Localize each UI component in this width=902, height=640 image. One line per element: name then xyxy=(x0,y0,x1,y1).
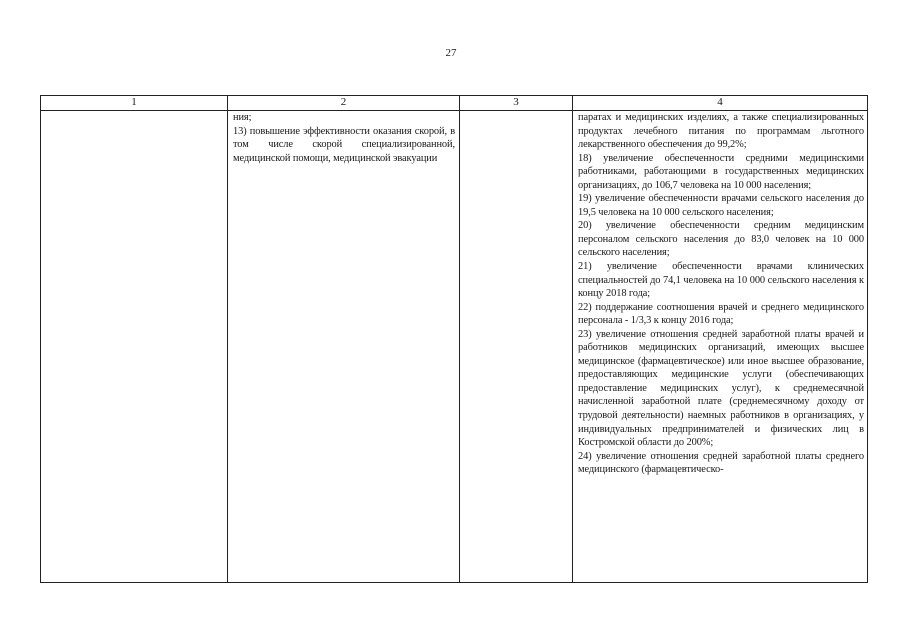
list-item: 18) увеличение обеспеченности средними медицинскими работниками, работающими в государственных медицинских организациях, до 106,7 человека на 10 000 населения; xyxy=(578,152,864,191)
list-item: 22) поддержание соотношения врачей и среднего медицинского персонала - 1/3,3 к концу 2016 года; xyxy=(578,301,864,327)
list-item: 23) увеличение отношения средней заработной платы врачей и работников медицинских организаций, имеющих высшее медицинское (фармацевтическое) или иное высшее образование, предоставляющих медицинские услуги (обеспечивающих предоставление медицинских услуг), к среднемесячной начисленной заработной плате (среднемесячному доходу от трудовой деятельности) наемных работников в организациях, у индивидуальных предпринимателей и физических лиц в Костромской области до 200%; xyxy=(578,328,864,449)
list-item: 13) повышение эффективности оказания скорой, в том числе скорой специализированной, медицинской помощи, медицинской эвакуации xyxy=(233,125,455,164)
column-3-cell xyxy=(460,111,573,583)
column-4-text xyxy=(573,111,867,477)
list-item: паратах и медицинских изделиях, а также специализированных продуктах лечебного питания по программам льготного лекарственного обеспечения до 99,2%; xyxy=(578,112,864,151)
list-item: 21) увеличение обеспеченности врачами клинических специальностей до 74,1 человека на 10 000 сельского населения к концу 2018 года; xyxy=(578,261,864,300)
column-4-cell xyxy=(573,111,868,583)
column-2-text xyxy=(228,111,459,165)
document-table xyxy=(40,95,868,583)
list-item: 19) увеличение обеспеченности врачами сельского населения до 19,5 человека на 10 000 сельского населения; xyxy=(578,193,864,218)
column-1-cell xyxy=(41,111,228,583)
column-2-cell xyxy=(228,111,460,583)
page-number: 27 xyxy=(445,47,457,59)
list-item: 24) увеличение отношения средней заработной платы среднего медицинского (фармацевтическо- xyxy=(578,450,864,476)
column-header-4: 4 xyxy=(573,96,868,111)
list-item: 20) увеличение обеспеченности средним медицинским персоналом сельского населения до 83,0 человек на 10 000 сельского населения; xyxy=(578,220,864,259)
column-header-1: 1 xyxy=(41,96,228,111)
column-header-3: 3 xyxy=(460,96,573,111)
table-body-row xyxy=(41,111,868,583)
column-header-2: 2 xyxy=(228,96,460,111)
table-header-row xyxy=(41,96,868,111)
list-item: ния; xyxy=(233,112,252,123)
